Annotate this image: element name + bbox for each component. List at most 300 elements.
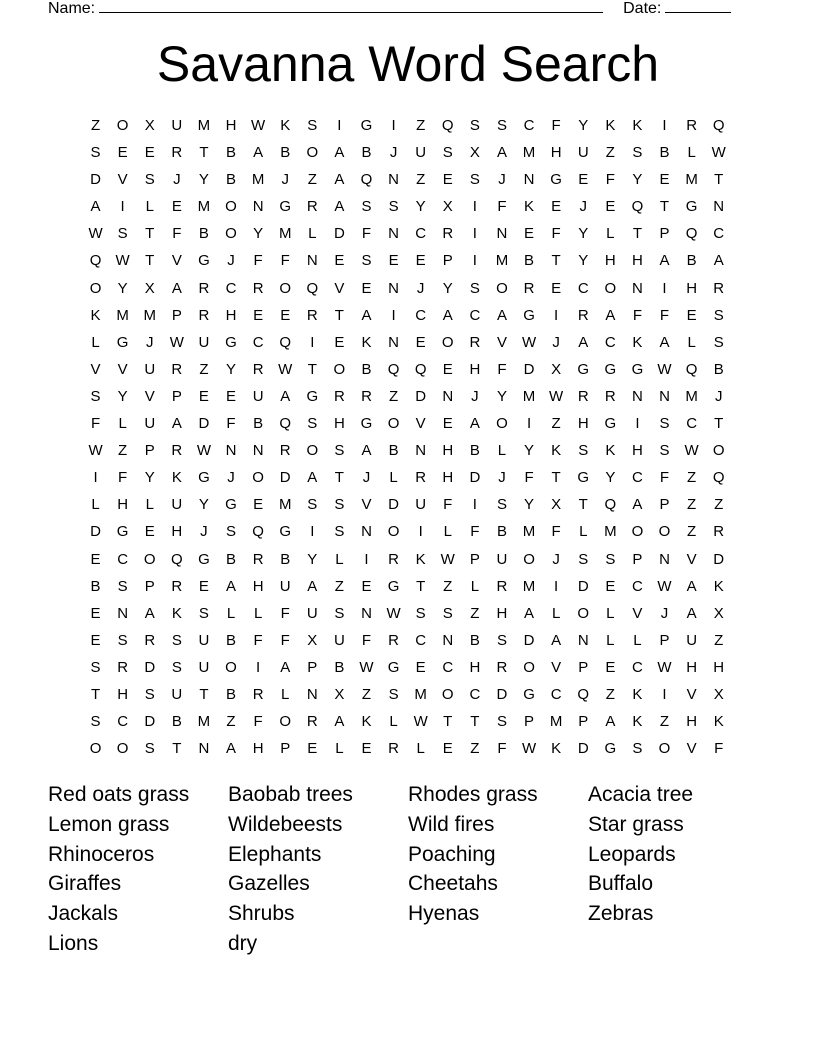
grid-letter[interactable]: H (686, 713, 698, 731)
grid-letter[interactable]: F (659, 469, 670, 487)
grid-letter[interactable]: Z (605, 685, 615, 703)
grid-letter[interactable]: L (389, 713, 398, 731)
grid-letter[interactable]: U (144, 360, 156, 378)
grid-letter[interactable]: P (578, 713, 589, 731)
grid-letter[interactable]: F (497, 198, 507, 216)
grid-letter[interactable]: F (280, 604, 290, 622)
grid-letter[interactable]: V (686, 685, 697, 703)
grid-letter[interactable]: S (171, 631, 182, 649)
grid-letter[interactable]: S (198, 604, 209, 622)
grid-letter[interactable]: S (334, 442, 345, 460)
grid-letter[interactable]: V (632, 604, 643, 622)
grid-letter[interactable]: Q (604, 496, 617, 514)
grid-letter[interactable]: P (307, 658, 318, 676)
grid-letter[interactable]: R (144, 631, 156, 649)
grid-letter[interactable]: K (415, 550, 426, 568)
grid-letter[interactable]: N (388, 333, 399, 351)
grid-letter[interactable]: T (145, 252, 155, 270)
grid-letter[interactable]: Q (441, 117, 454, 134)
grid-letter[interactable]: E (578, 171, 589, 189)
grid-letter[interactable]: G (116, 333, 129, 351)
grid-letter[interactable]: B (686, 252, 697, 270)
grid-letter[interactable]: E (442, 360, 453, 378)
grid-letter[interactable]: T (443, 713, 453, 731)
grid-letter[interactable]: T (659, 198, 670, 216)
grid-letter[interactable]: Y (524, 442, 535, 460)
grid-letter[interactable]: C (713, 225, 725, 243)
grid-letter[interactable]: T (307, 360, 317, 378)
grid-letter[interactable]: Y (496, 387, 507, 405)
grid-letter[interactable]: U (415, 144, 427, 162)
grid-letter[interactable]: E (442, 171, 453, 189)
grid-letter[interactable]: R (442, 225, 454, 243)
grid-letter[interactable]: Y (578, 252, 589, 270)
grid-letter[interactable]: B (253, 415, 264, 433)
grid-letter[interactable]: Z (416, 117, 426, 134)
grid-letter[interactable]: S (90, 713, 101, 731)
grid-letter[interactable]: D (577, 740, 589, 758)
grid-letter[interactable]: L (606, 225, 615, 243)
grid-letter[interactable]: N (306, 252, 318, 270)
grid-letter[interactable]: X (334, 685, 345, 703)
grid-letter[interactable]: S (496, 713, 507, 731)
grid-letter[interactable]: V (551, 658, 562, 676)
grid-letter[interactable]: P (280, 740, 291, 758)
grid-letter[interactable]: B (469, 442, 480, 460)
grid-letter[interactable]: A (226, 740, 237, 758)
grid-letter[interactable]: A (253, 144, 264, 162)
grid-letter[interactable]: F (605, 171, 615, 189)
grid-letter[interactable]: P (524, 713, 535, 731)
grid-letter[interactable]: R (171, 360, 183, 378)
grid-letter[interactable]: J (471, 387, 479, 405)
grid-letter[interactable]: H (252, 740, 264, 758)
grid-letter[interactable]: A (334, 198, 345, 216)
grid-letter[interactable]: T (334, 469, 344, 487)
grid-letter[interactable]: L (226, 604, 236, 622)
grid-letter[interactable]: U (171, 117, 183, 134)
grid-letter[interactable]: E (144, 144, 155, 162)
grid-letter[interactable]: G (225, 496, 237, 514)
grid-letter[interactable]: S (144, 171, 155, 189)
grid-letter[interactable]: G (225, 333, 237, 351)
grid-letter[interactable]: I (472, 198, 477, 216)
grid-letter[interactable]: N (361, 604, 372, 622)
grid-letter[interactable]: W (657, 658, 672, 676)
grid-letter[interactable]: B (388, 442, 399, 460)
grid-letter[interactable]: C (550, 685, 562, 703)
grid-letter[interactable]: L (335, 740, 344, 758)
grid-letter[interactable]: I (93, 469, 98, 487)
grid-letter[interactable]: S (632, 740, 643, 758)
grid-letter[interactable]: K (632, 713, 643, 731)
grid-letter[interactable]: R (279, 442, 291, 460)
grid-letter[interactable]: N (415, 442, 427, 460)
grid-letter[interactable]: S (496, 631, 507, 649)
grid-letter[interactable]: H (632, 252, 643, 270)
grid-letter[interactable]: S (90, 387, 101, 405)
grid-letter[interactable]: M (197, 117, 211, 134)
grid-letter[interactable]: S (713, 306, 724, 324)
grid-letter[interactable]: C (225, 279, 237, 297)
grid-letter[interactable]: V (171, 252, 182, 270)
grid-letter[interactable]: O (306, 144, 319, 162)
grid-letter[interactable]: W (196, 442, 211, 460)
grid-letter[interactable]: A (280, 658, 291, 676)
grid-letter[interactable]: Q (577, 685, 590, 703)
grid-letter[interactable]: N (388, 225, 399, 243)
grid-letter[interactable]: T (714, 415, 724, 433)
grid-letter[interactable]: M (116, 306, 129, 324)
grid-letter[interactable]: M (685, 387, 698, 405)
grid-letter[interactable]: R (252, 279, 264, 297)
grid-letter[interactable]: X (713, 685, 724, 703)
grid-letter[interactable]: J (281, 171, 289, 189)
grid-letter[interactable]: W (115, 252, 130, 270)
grid-letter[interactable]: T (714, 171, 724, 189)
grid-letter[interactable]: N (632, 279, 643, 297)
grid-letter[interactable]: U (198, 631, 210, 649)
grid-letter[interactable]: S (442, 604, 453, 622)
grid-letter[interactable]: V (496, 333, 507, 351)
grid-letter[interactable]: G (198, 469, 210, 487)
grid-letter[interactable]: L (335, 550, 344, 568)
grid-letter[interactable]: U (415, 496, 427, 514)
grid-letter[interactable]: L (687, 144, 696, 162)
grid-letter[interactable]: B (280, 144, 291, 162)
grid-letter[interactable]: X (144, 279, 155, 297)
grid-letter[interactable]: A (334, 713, 345, 731)
grid-letter[interactable]: E (280, 306, 291, 324)
grid-letter[interactable]: H (442, 469, 454, 487)
grid-letter[interactable]: F (280, 631, 290, 649)
grid-letter[interactable]: N (496, 225, 508, 243)
grid-letter[interactable]: V (686, 550, 697, 568)
grid-letter[interactable]: H (117, 496, 129, 514)
grid-letter[interactable]: G (604, 415, 617, 433)
grid-letter[interactable]: Y (198, 496, 209, 514)
grid-letter[interactable]: R (415, 469, 427, 487)
grid-letter[interactable]: Q (712, 469, 725, 487)
grid-letter[interactable]: V (686, 740, 697, 758)
grid-letter[interactable]: S (334, 523, 345, 541)
grid-letter[interactable]: J (227, 469, 235, 487)
grid-letter[interactable]: W (657, 360, 672, 378)
grid-letter[interactable]: S (388, 685, 399, 703)
grid-letter[interactable]: R (496, 658, 508, 676)
grid-letter[interactable]: H (496, 604, 508, 622)
grid-letter[interactable]: F (551, 523, 561, 541)
grid-letter[interactable]: C (117, 713, 129, 731)
grid-letter[interactable]: O (387, 523, 400, 541)
grid-letter[interactable]: G (198, 252, 210, 270)
grid-letter[interactable]: Q (685, 360, 698, 378)
grid-letter[interactable]: B (361, 144, 372, 162)
grid-letter[interactable]: S (578, 550, 589, 568)
grid-letter[interactable]: K (524, 198, 535, 216)
grid-letter[interactable]: S (469, 279, 480, 297)
grid-letter[interactable]: U (171, 496, 183, 514)
grid-letter[interactable]: H (604, 252, 616, 270)
grid-letter[interactable]: Y (605, 469, 616, 487)
grid-letter[interactable]: I (662, 279, 667, 297)
grid-letter[interactable]: Z (118, 442, 128, 460)
grid-letter[interactable]: I (418, 523, 423, 541)
grid-letter[interactable]: O (604, 279, 617, 297)
grid-letter[interactable]: P (469, 550, 480, 568)
grid-letter[interactable]: E (334, 333, 345, 351)
grid-letter[interactable]: K (361, 713, 372, 731)
grid-letter[interactable]: N (523, 171, 535, 189)
grid-letter[interactable]: J (498, 171, 506, 189)
grid-letter[interactable]: I (391, 117, 396, 134)
grid-letter[interactable]: A (334, 171, 345, 189)
grid-letter[interactable]: Z (714, 631, 724, 649)
grid-letter[interactable]: E (415, 333, 426, 351)
grid-letter[interactable]: L (145, 496, 154, 514)
grid-letter[interactable]: H (225, 117, 237, 134)
grid-letter[interactable]: B (334, 658, 345, 676)
grid-letter[interactable]: D (198, 415, 210, 433)
grid-letter[interactable]: Y (198, 171, 209, 189)
grid-letter[interactable]: B (659, 144, 670, 162)
grid-letter[interactable]: K (713, 713, 724, 731)
grid-letter[interactable]: S (171, 658, 182, 676)
grid-letter[interactable]: R (306, 306, 318, 324)
grid-letter[interactable]: D (713, 550, 725, 568)
grid-letter[interactable]: Y (307, 550, 318, 568)
grid-letter[interactable]: H (469, 360, 481, 378)
grid-letter[interactable]: W (169, 333, 184, 351)
grid-letter[interactable]: S (307, 496, 318, 514)
grid-letter[interactable]: C (604, 333, 616, 351)
grid-letter[interactable]: L (470, 577, 480, 595)
grid-letter[interactable]: B (469, 631, 480, 649)
grid-letter[interactable]: V (90, 360, 101, 378)
grid-letter[interactable]: G (577, 360, 590, 378)
grid-letter[interactable]: C (442, 658, 454, 676)
grid-letter[interactable]: F (470, 523, 480, 541)
grid-letter[interactable]: S (117, 225, 128, 243)
grid-letter[interactable]: F (443, 496, 453, 514)
grid-letter[interactable]: O (387, 415, 400, 433)
grid-letter[interactable]: W (711, 144, 726, 162)
grid-letter[interactable]: R (713, 279, 725, 297)
grid-letter[interactable]: L (389, 469, 398, 487)
grid-letter[interactable]: A (524, 604, 535, 622)
grid-letter[interactable]: H (686, 279, 698, 297)
grid-letter[interactable]: L (606, 631, 615, 649)
grid-letter[interactable]: W (359, 658, 374, 676)
grid-letter[interactable]: O (496, 279, 508, 297)
grid-letter[interactable]: S (144, 685, 155, 703)
grid-letter[interactable]: S (659, 442, 670, 460)
grid-letter[interactable]: L (579, 523, 588, 541)
grid-letter[interactable]: P (144, 442, 155, 460)
grid-letter[interactable]: L (308, 225, 317, 243)
grid-letter[interactable]: M (143, 306, 156, 324)
grid-letter[interactable]: R (361, 387, 372, 405)
grid-letter[interactable]: O (577, 604, 590, 622)
grid-letter[interactable]: L (118, 415, 127, 433)
grid-letter[interactable]: A (90, 198, 101, 216)
grid-letter[interactable]: J (227, 252, 235, 270)
grid-letter[interactable]: S (144, 740, 155, 758)
grid-letter[interactable]: R (252, 685, 264, 703)
grid-letter[interactable]: X (307, 631, 318, 649)
grid-letter[interactable]: I (554, 306, 559, 324)
grid-letter[interactable]: M (278, 225, 292, 243)
grid-letter[interactable]: G (685, 198, 698, 216)
grid-letter[interactable]: R (686, 117, 698, 134)
grid-letter[interactable]: K (605, 442, 616, 460)
grid-letter[interactable]: H (442, 442, 454, 460)
grid-letter[interactable]: U (198, 333, 210, 351)
grid-letter[interactable]: G (360, 415, 373, 433)
grid-letter[interactable]: J (714, 387, 723, 405)
grid-letter[interactable]: C (632, 469, 643, 487)
grid-letter[interactable]: G (523, 685, 535, 703)
grid-letter[interactable]: B (361, 360, 372, 378)
grid-letter[interactable]: E (307, 740, 318, 758)
grid-letter[interactable]: F (497, 360, 507, 378)
grid-letter[interactable]: U (279, 577, 291, 595)
grid-letter[interactable]: J (145, 333, 154, 351)
grid-letter[interactable]: A (605, 306, 616, 324)
grid-letter[interactable]: T (199, 685, 209, 703)
grid-letter[interactable]: M (278, 496, 292, 514)
grid-letter[interactable]: Q (252, 523, 264, 541)
grid-letter[interactable]: T (90, 685, 101, 703)
grid-letter[interactable]: H (117, 685, 129, 703)
grid-letter[interactable]: S (659, 415, 670, 433)
grid-letter[interactable]: O (279, 279, 292, 297)
grid-letter[interactable]: V (361, 496, 372, 514)
grid-letter[interactable]: Q (685, 225, 698, 243)
grid-letter[interactable]: W (278, 360, 293, 378)
grid-letter[interactable]: E (117, 144, 128, 162)
grid-letter[interactable]: A (307, 577, 318, 595)
grid-letter[interactable]: B (713, 360, 724, 378)
grid-letter[interactable]: M (251, 171, 265, 189)
grid-letter[interactable]: E (442, 415, 453, 433)
grid-letter[interactable]: W (88, 442, 103, 460)
grid-letter[interactable]: R (333, 387, 345, 405)
grid-letter[interactable]: S (90, 658, 101, 676)
grid-letter[interactable]: A (496, 306, 507, 324)
grid-letter[interactable]: M (549, 713, 563, 731)
grid-letter[interactable]: H (171, 523, 183, 541)
grid-letter[interactable]: Q (387, 360, 400, 378)
grid-letter[interactable]: S (713, 333, 724, 351)
grid-letter[interactable]: A (171, 279, 182, 297)
grid-letter[interactable]: N (388, 171, 399, 189)
grid-letter[interactable]: K (90, 306, 101, 324)
grid-letter[interactable]: L (551, 604, 561, 622)
grid-letter[interactable]: C (469, 306, 481, 324)
grid-letter[interactable]: J (552, 550, 560, 568)
grid-letter[interactable]: Y (578, 117, 589, 134)
grid-letter[interactable]: I (554, 577, 559, 595)
grid-letter[interactable]: M (522, 523, 536, 541)
grid-letter[interactable]: P (442, 252, 453, 270)
grid-letter[interactable]: K (632, 333, 643, 351)
grid-letter[interactable]: S (334, 604, 345, 622)
grid-letter[interactable]: R (577, 306, 589, 324)
grid-letter[interactable]: A (280, 387, 291, 405)
grid-letter[interactable]: H (713, 658, 725, 676)
grid-letter[interactable]: A (713, 252, 724, 270)
grid-letter[interactable]: N (577, 631, 589, 649)
grid-letter[interactable]: A (686, 577, 697, 595)
grid-letter[interactable]: A (659, 252, 670, 270)
grid-letter[interactable]: M (522, 144, 536, 162)
grid-letter[interactable]: A (469, 415, 480, 433)
grid-letter[interactable]: E (90, 631, 101, 649)
grid-letter[interactable]: C (686, 415, 698, 433)
grid-letter[interactable]: R (388, 740, 399, 758)
grid-letter[interactable]: Q (414, 360, 427, 378)
grid-letter[interactable]: S (496, 496, 507, 514)
grid-letter[interactable]: O (658, 740, 671, 758)
grid-letter[interactable]: R (713, 523, 725, 541)
grid-letter[interactable]: E (605, 198, 616, 216)
grid-letter[interactable]: N (225, 442, 237, 460)
grid-letter[interactable]: E (198, 387, 209, 405)
grid-letter[interactable]: R (469, 333, 481, 351)
grid-letter[interactable]: R (117, 658, 129, 676)
grid-letter[interactable]: L (145, 198, 154, 216)
grid-letter[interactable]: J (362, 469, 371, 487)
grid-letter[interactable]: S (605, 550, 616, 568)
grid-letter[interactable]: B (524, 252, 535, 270)
grid-letter[interactable]: Z (687, 496, 697, 514)
grid-letter[interactable]: Z (90, 117, 101, 134)
grid-letter[interactable]: E (388, 252, 399, 270)
grid-letter[interactable]: Z (605, 144, 615, 162)
grid-letter[interactable]: K (171, 604, 182, 622)
grid-letter[interactable]: F (551, 117, 561, 134)
grid-letter[interactable]: E (90, 604, 101, 622)
grid-letter[interactable]: O (631, 523, 644, 541)
grid-letter[interactable]: Y (442, 279, 453, 297)
grid-letter[interactable]: T (199, 144, 209, 162)
grid-letter[interactable]: P (659, 496, 670, 514)
grid-letter[interactable]: I (526, 415, 532, 433)
grid-letter[interactable]: L (253, 604, 263, 622)
grid-letter[interactable]: G (279, 198, 292, 216)
grid-letter[interactable]: S (442, 144, 453, 162)
grid-letter[interactable]: A (551, 631, 562, 649)
name-field[interactable] (99, 0, 603, 13)
grid-letter[interactable]: O (306, 442, 319, 460)
grid-letter[interactable]: D (577, 577, 589, 595)
grid-letter[interactable]: U (171, 685, 183, 703)
grid-letter[interactable]: G (523, 306, 535, 324)
grid-letter[interactable]: N (117, 604, 129, 622)
grid-letter[interactable]: T (470, 713, 480, 731)
grid-letter[interactable]: F (253, 713, 263, 731)
grid-letter[interactable]: S (469, 117, 480, 134)
grid-letter[interactable]: A (442, 306, 453, 324)
grid-letter[interactable]: E (226, 387, 237, 405)
grid-letter[interactable]: V (117, 171, 128, 189)
grid-letter[interactable]: W (88, 225, 103, 243)
grid-letter[interactable]: S (361, 198, 372, 216)
grid-letter[interactable]: H (550, 144, 562, 162)
grid-letter[interactable]: I (662, 117, 667, 134)
grid-letter[interactable]: E (198, 577, 209, 595)
